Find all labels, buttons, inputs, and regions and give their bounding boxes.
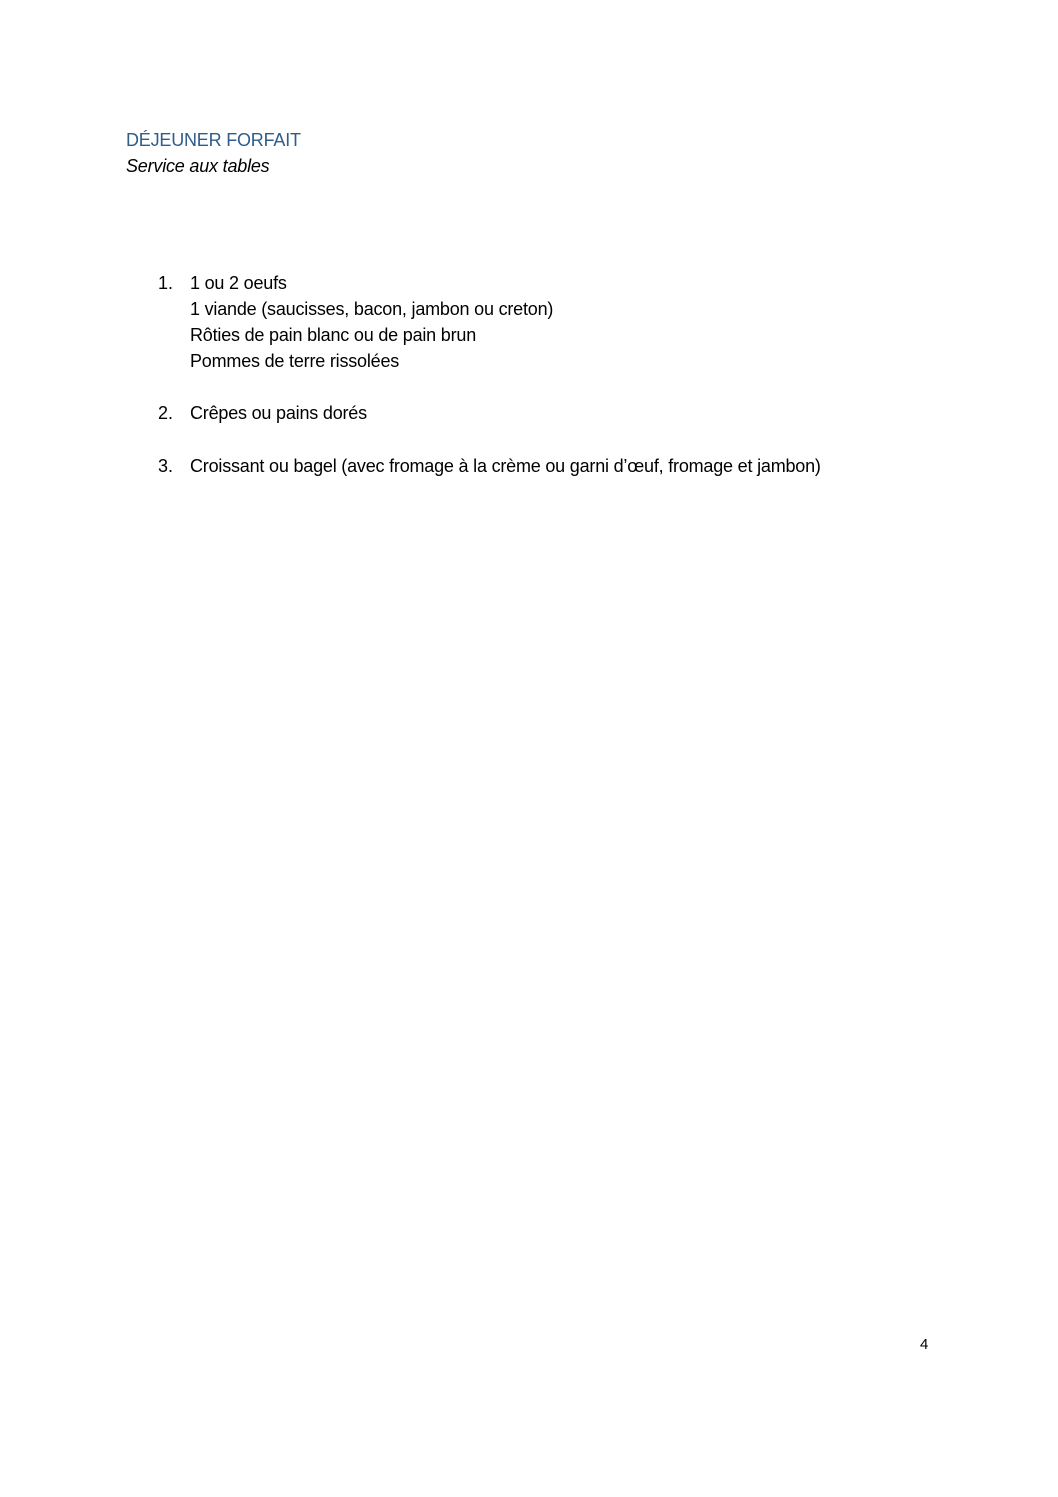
list-item-content xyxy=(190,453,950,479)
list-item-content xyxy=(190,270,950,374)
list-item-line: 1 ou 2 oeufs xyxy=(190,273,287,293)
list-item-line: Rôties de pain blanc ou de pain brun xyxy=(190,325,477,345)
list-item-line: Pommes de terre rissolées xyxy=(190,351,400,371)
list-item-line: Croissant ou bagel (avec fromage à la crème ou garni d’œuf, fromage et jambon) xyxy=(190,456,821,476)
list-item-content xyxy=(190,400,950,426)
list-item-number: 3. xyxy=(158,456,174,476)
list-item-number: 1. xyxy=(158,273,174,293)
page-subtitle: Service aux tables xyxy=(126,156,270,176)
list-item-number: 2. xyxy=(158,403,174,423)
list-item-line: Crêpes ou pains dorés xyxy=(190,403,367,423)
list-item-line: 1 viande (saucisses, bacon, jambon ou creton) xyxy=(190,299,554,319)
page-title: DÉJEUNER FORFAIT xyxy=(126,130,301,150)
page-number: 4 xyxy=(920,1336,929,1353)
